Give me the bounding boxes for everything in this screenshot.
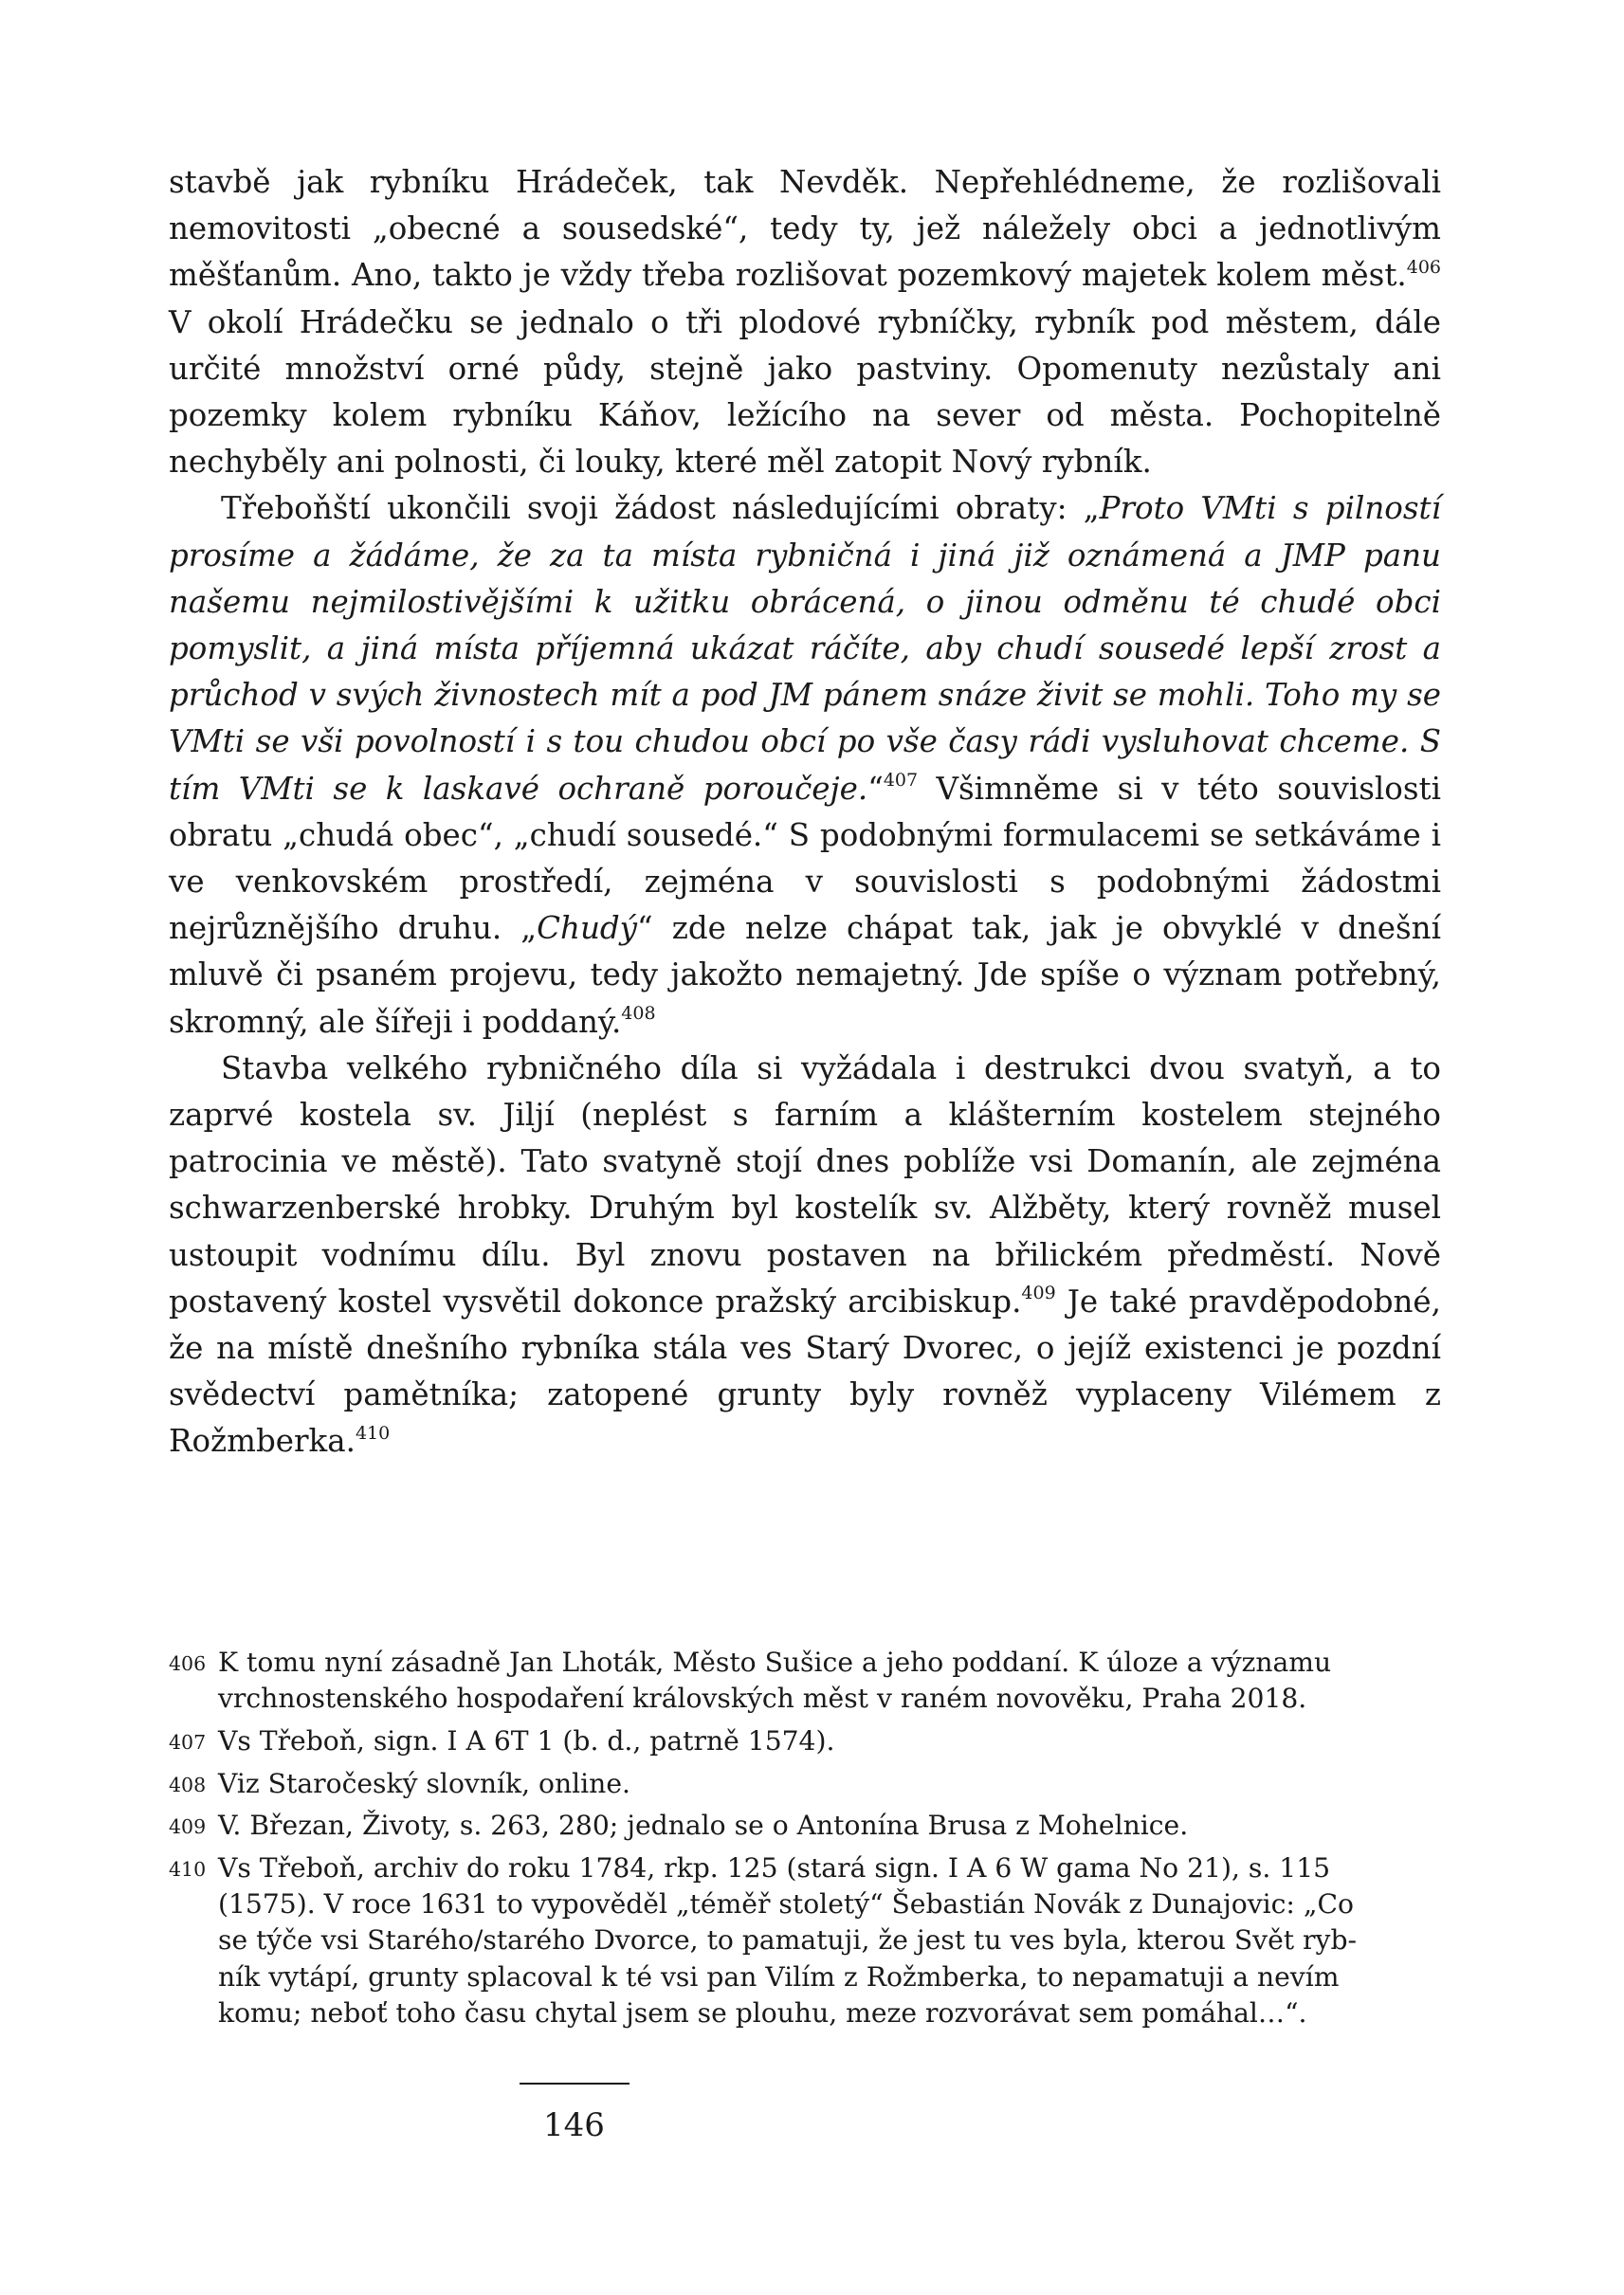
footnote-line: K tomu nyní zásadně Jan Lhoták, Město Sušice a jeho poddaní. K úloze a významu bbox=[218, 1647, 1332, 1678]
footnote-line: (1575). V roce 1631 to vypověděl „téměř stoletý“ Šebastián Novák z Dunajovic: „Co bbox=[218, 1888, 1355, 1921]
footnote-reference: 408 bbox=[621, 1002, 656, 1024]
text-segment: Třeboňští ukončili svoji žádost následujícími obraty: „ bbox=[221, 490, 1100, 527]
footnote-line: Vs Třeboň, archiv do roku 1784, rkp. 125 (stará sign. I A 6 W gama No 21), s. 115 bbox=[218, 1852, 1331, 1885]
footnote-409 bbox=[169, 1808, 1441, 1844]
footnote-line: Viz Staročeský slovník, online. bbox=[218, 1767, 630, 1799]
footnote-reference: 407 bbox=[883, 769, 919, 791]
footnote-line: V. Březan, Životy, s. 263, 280; jednalo se o Antonína Brusa z Mohelnice. bbox=[218, 1810, 1189, 1842]
text-segment: “ bbox=[867, 770, 884, 807]
text-segment: Je také pravděpodobné, že na místě dnešního rybníka stála ves Starý Dvorec, o jejíž existenci je pozdní svědectví pamětníka; zatopené grunty byly rovněž vyplaceny Vilémem z Rožmberka. bbox=[169, 1283, 1441, 1460]
footnote-reference: 409 bbox=[1021, 1283, 1056, 1304]
footnote-line: ník vytápí, grunty splacoval k té vsi pan Vilím z Rožmberka, to nepamatuji a nevím bbox=[218, 1960, 1340, 1993]
footnote-406 bbox=[169, 1645, 1441, 1717]
footnote-number: 406 bbox=[169, 1652, 207, 1675]
text-segment: stavbě jak rybníku Hrádeček, tak Nevděk. Nepřehlédneme, že rozlišovali nemovitosti „obecné a sousedské“, tedy ty, jež náležely obci a jednotlivým měšťanům. Ano, takto je vždy třeba rozlišovat pozemkový majetek kolem měst. bbox=[169, 164, 1441, 294]
italic-quotation: Proto VMti s pilností prosíme a žádáme, že za ta místa rybničná i jiná již oznámená a JMP panu našemu nejmilostivějšími k užitku obrácená, o jinou odměnu té chudé obci pomyslit, a jiná místa příjemná ukázat ráčíte, aby chudí sousedé lepší zrost a průchod v svých živnostech mít a pod JM pánem snáze živit se mohli. Toho my se VMti se vši povolností i s tou chudou obcí po vše časy rádi vysluhovat chceme. S tím VMti se k laskavé ochraně poroučeje. bbox=[169, 490, 1441, 807]
footnote-line: vrchnostenského hospodaření královských měst v raném novověku, Praha 2018. bbox=[218, 1683, 1307, 1715]
footnote-number: 408 bbox=[169, 1773, 207, 1796]
footnotes-section bbox=[169, 1645, 1441, 2038]
page-number: 146 bbox=[543, 2106, 605, 2144]
paragraph-3 bbox=[169, 1046, 1441, 1466]
paragraph-1 bbox=[169, 159, 1441, 485]
text-segment: V okolí Hrádečku se jednalo o tři plodové rybníčky, rybník pod městem, dále určité množství orné půdy, stejně jako pastviny. Opomenuty nezůstaly ani pozemky kolem rybníku Káňov, ležícího na sever od města. Pochopitelně nechyběly ani polnosti, či louky, které měl zatopit Nový rybník. bbox=[169, 303, 1441, 481]
footnote-408 bbox=[169, 1766, 1441, 1802]
footnote-number: 410 bbox=[169, 1858, 207, 1882]
italic-quotation: Chudý bbox=[537, 910, 638, 947]
page-number-rule bbox=[520, 2083, 630, 2085]
footnote-line: komu; neboť toho času chytal jsem se plouhu, meze rozvorávat sem pomáhal…“. bbox=[218, 1996, 1307, 2029]
text-segment: Všimněme si v této souvislosti obratu „chudá obec“, „chudí sousedé.“ S podobnými formulacemi se setkáváme i ve venkovském prostředí, zejména v souvislosti s podobnými žádostmi nejrůznějšího druhu. „ bbox=[169, 770, 1441, 947]
footnote-reference: 410 bbox=[355, 1422, 391, 1444]
footnote-line: Vs Třeboň, sign. I A 6T 1 (b. d., patrně 1574). bbox=[218, 1724, 835, 1757]
footnote-407 bbox=[169, 1723, 1441, 1759]
footnote-410 bbox=[169, 1850, 1441, 2031]
main-text bbox=[169, 159, 1441, 1466]
paragraph-2 bbox=[169, 485, 1441, 1045]
footnote-reference: 406 bbox=[1406, 256, 1441, 278]
text-segment: Stavba velkého rybničného díla si vyžádala i destrukci dvou svatyň, a to zaprvé kostela sv. Jiljí (neplést s farním a klášterním kostelem stejného patrocinia ve městě). Tato svatyně stojí dnes poblíže vsi Domanín, ale zejména schwarzenberské hrobky. Druhým byl kostelík sv. Alžběty, který rovněž musel ustoupit vodnímu dílu. Byl znovu postaven na břilickém předměstí. Nově postavený kostel vysvětil dokonce pražský arcibiskup. bbox=[169, 1049, 1441, 1320]
footnote-number: 409 bbox=[169, 1815, 207, 1839]
text-segment: “ zde nelze chápat tak, jak je obvyklé v dnešní mluvě či psaném projevu, tedy jakožto nemajetný. Jde spíše o význam potřebný, skromný, ale šířeji i poddaný. bbox=[169, 910, 1441, 1040]
footnote-number: 407 bbox=[169, 1730, 207, 1754]
footnote-line: se týče vsi Starého/starého Dvorce, to pamatuji, že jest tu ves byla, kterou Svět ryb- bbox=[218, 1924, 1358, 1957]
